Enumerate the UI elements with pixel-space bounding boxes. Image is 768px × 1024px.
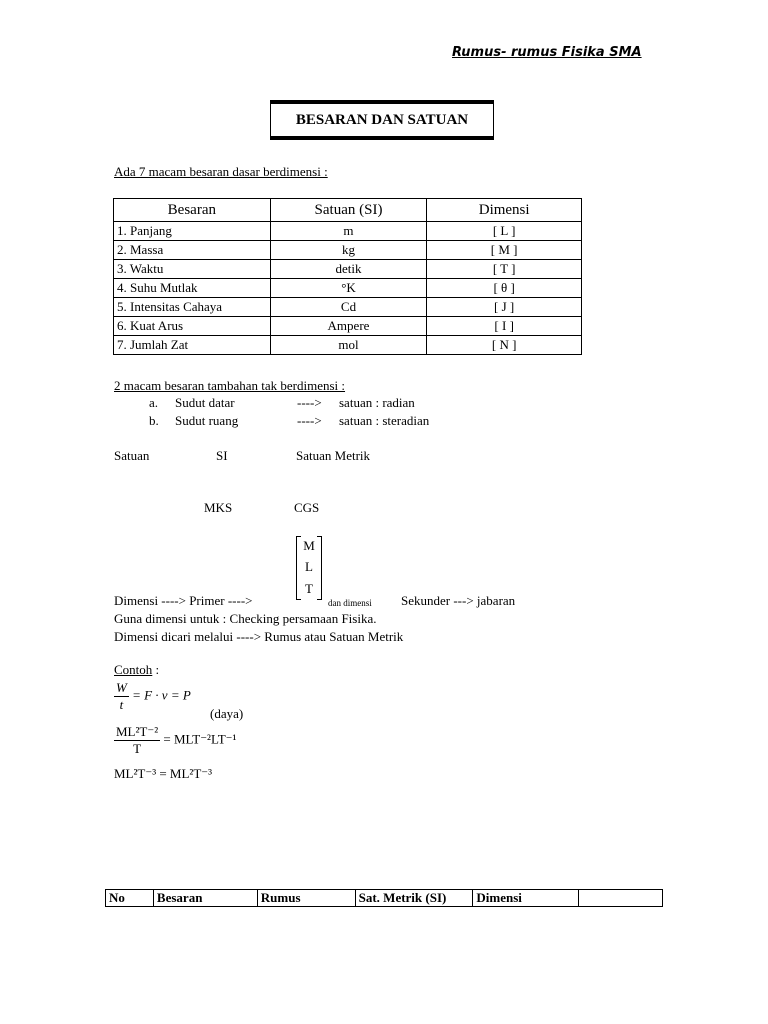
dan-dimensi-text: dan dimensi (328, 598, 372, 608)
guna-text: Guna dimensi untuk : Checking persamaan Fisika. (114, 611, 377, 626)
column-header: Besaran (153, 890, 257, 907)
table-header-row (114, 199, 582, 222)
numerator: W (116, 680, 127, 695)
contoh-label: Contoh (114, 662, 153, 677)
dimensi-cell: [ T ] (427, 260, 582, 279)
denominator: T (133, 741, 142, 756)
item-unit: satuan : steradian (339, 413, 430, 428)
column-header: Sat. Metrik (SI) (355, 890, 473, 907)
satuan-metrik-label: Satuan Metrik (296, 448, 371, 463)
satuan-cell: mol (270, 336, 427, 355)
satuan-cell: °K (270, 279, 427, 298)
dimensi-cell: [ I ] (427, 317, 582, 336)
column-header: No (106, 890, 154, 907)
matrix-entry: M (303, 538, 315, 553)
besaran-cell: 3. Waktu (114, 260, 271, 279)
item-arrow: ----> (297, 413, 322, 428)
denominator: t (119, 697, 124, 712)
item-arrow: ----> (297, 395, 322, 410)
item-letter: b. (149, 413, 159, 428)
besaran-cell: 6. Kuat Arus (114, 317, 271, 336)
table-row (114, 298, 582, 317)
equation-1 (114, 680, 191, 713)
table-row (114, 222, 582, 241)
item-letter: a. (149, 395, 159, 410)
dimensi-cell: [ L ] (427, 222, 582, 241)
equation-rest: = F · v = P (132, 687, 191, 703)
item-name: Sudut datar (175, 395, 235, 410)
mks-label: MKS (204, 500, 233, 515)
table-row (114, 260, 582, 279)
column-header (579, 890, 663, 907)
dimensi-cell: [ θ ] (427, 279, 582, 298)
additional-heading: 2 macam besaran tambahan tak berdimensi : (114, 378, 346, 393)
satuan-cell: detik (270, 260, 427, 279)
column-header: Dimensi (473, 890, 579, 907)
dimensi-cell: [ M ] (427, 241, 582, 260)
equation-2 (114, 724, 236, 757)
numerator: ML²T⁻² (116, 724, 159, 739)
satuan-cell: Ampere (270, 317, 427, 336)
table-row (114, 279, 582, 298)
fraction (114, 680, 129, 713)
fraction (114, 724, 160, 757)
satuan-cell: kg (270, 241, 427, 260)
sekunder-text: Sekunder ---> jabaran (401, 593, 516, 608)
list-item (149, 395, 158, 411)
cgs-label: CGS (294, 500, 320, 515)
column-header: Besaran (114, 199, 271, 222)
column-header: Dimensi (427, 199, 582, 222)
besaran-cell: 4. Suhu Mutlak (114, 279, 271, 298)
contoh-heading (114, 662, 159, 678)
table-header-row (106, 890, 663, 907)
besaran-cell: 5. Intensitas Cahaya (114, 298, 271, 317)
satuan-cell: m (270, 222, 427, 241)
besaran-cell: 7. Jumlah Zat (114, 336, 271, 355)
item-name: Sudut ruang (175, 413, 239, 428)
column-header: Satuan (SI) (270, 199, 427, 222)
document-header: Rumus- rumus Fisika SMA (452, 45, 642, 60)
dimension-matrix (296, 536, 322, 600)
equation-3: ML²T⁻³ = ML²T⁻³ (114, 766, 213, 781)
si-label: SI (216, 448, 228, 463)
intro-text: Ada 7 macam besaran dasar berdimensi : (114, 164, 328, 179)
besaran-cell: 1. Panjang (114, 222, 271, 241)
daya-label: (daya) (210, 706, 244, 721)
equation-rest: = MLT⁻²LT⁻¹ (163, 731, 237, 747)
matrix-entry: L (305, 559, 313, 574)
matrix-entry: T (305, 581, 313, 596)
dimensi-cell: [ N ] (427, 336, 582, 355)
contoh-colon: : (155, 662, 160, 677)
table-row (114, 336, 582, 355)
dimensi-primer-text: Dimensi ----> Primer ----> (114, 593, 253, 608)
item-unit: satuan : radian (339, 395, 415, 410)
table-row (114, 241, 582, 260)
column-header: Rumus (257, 890, 355, 907)
page-title: BESARAN DAN SATUAN (270, 100, 494, 140)
besaran-cell: 2. Massa (114, 241, 271, 260)
satuan-label: Satuan (114, 448, 150, 463)
list-item (149, 413, 159, 429)
dicari-text: Dimensi dicari melalui ----> Rumus atau Satuan Metrik (114, 629, 404, 644)
table-row (114, 317, 582, 336)
rumus-table (105, 889, 663, 907)
dimensi-cell: [ J ] (427, 298, 582, 317)
besaran-table (113, 198, 582, 355)
satuan-cell: Cd (270, 298, 427, 317)
